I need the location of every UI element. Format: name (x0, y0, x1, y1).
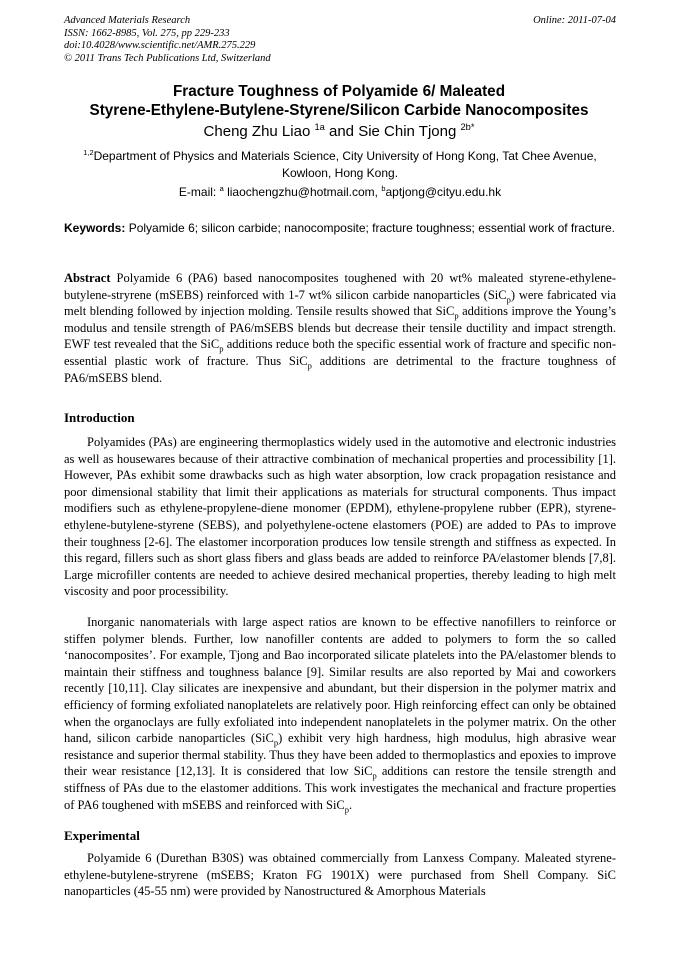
email-label: E-mail: (178, 185, 217, 199)
section-heading-introduction: Introduction (64, 410, 135, 425)
journal-header (64, 15, 616, 65)
paragraph-text: ) exhibit very high hardness, high modulus, high abrasive wear resistance and superior thermal stability. Thus they have been added to thermoplastics and epoxies to improve their wear resistance [12,13]. It is considered that low SiC (64, 731, 616, 779)
email-line (64, 184, 616, 201)
experimental-paragraph-1: Polyamide 6 (Durethan B30S) was obtained commercially from Lanxess Company. Maleated styrene-ethylene-butylene-stryrene (mSEBS; Kraton FG 1901X) were purchased from Shell Company. SiC nanoparticles (45-55 nm) were provided by Nanostructured & Amorphous Materials (64, 851, 616, 899)
title-line-2: Styrene-Ethylene-Butylene-Styrene/Silicon Carbide Nanocomposites (89, 102, 589, 119)
email-b-mark: b (381, 184, 386, 193)
keywords-text: Polyamide 6; silicon carbide; nanocomposite; fracture toughness; essential work of fracture. (128, 221, 615, 235)
subscript-p: p (454, 310, 459, 321)
subscript-p: p (307, 360, 312, 371)
author-2-mark: 2b* (460, 122, 475, 132)
paragraph-text: additions can restore the tensile strength and stiffness of PAs due to the elastomer additions. This work investigates the mechanical and fracture properties of PA6 toughened with mSEBS and reinforced with SiC (64, 764, 617, 812)
intro-paragraph-2 (64, 614, 616, 813)
paragraph-text: . (349, 797, 353, 812)
abstract (64, 270, 616, 386)
subscript-p: p (344, 804, 350, 815)
author-2: Sie Chin Tjong (358, 123, 457, 140)
abstract-label: Abstract (64, 271, 111, 285)
author-conjunction: and (328, 123, 355, 140)
journal-name: Advanced Materials Research (64, 15, 191, 26)
subscript-p: p (219, 343, 224, 354)
abstract-text: Polyamide 6 (PA6) based nanocomposites toughened with 20 wt% maleated styrene-ethylene-butylene-stryrene (mSEBS) reinforced with 1-7 wt% silicon carbide nanoparticles (SiC (64, 271, 616, 302)
paper-title (30, 82, 648, 120)
paragraph-text: Inorganic nanomaterials with large aspect ratios are known to be effective nanofillers to reinforce or stiffen polymer blends. Further, low nanofiller contents are added to polymers to form the so called ‘nanocomposites’. For example, Tjong and Bao incorporated silicate platelets into the PA/elastomer blends to maintain their stiffness and toughness balance [9]. Similar results are also reported by Mai and coworkers recently [10,11]. Clay silicates are inexpensive and abundant, but their dispersion in the polymer matrix and efficiency of forming exfoliated nanoplatelets are relatively poor. High reinforcing effect can only be obtained when the organoclays are fully exfoliated into independent nanoplatelets in the polymer matrix. On the other hand, silicon carbide nanoparticles (SiC (64, 615, 616, 746)
affiliation-mark: 1,2 (83, 148, 94, 157)
subscript-p: p (273, 737, 279, 748)
affiliation-line-1: Department of Physics and Materials Science, City University of Hong Kong, Tat Chee Avenue, (93, 149, 597, 163)
online-date: Online: 2011-07-04 (533, 15, 616, 26)
abstract-text: ) were fabricated via melt blending followed by injection molding. Tensile results showed that SiC (64, 287, 617, 319)
subscript-p: p (506, 294, 511, 305)
abstract-text: additions improve the Young’s modulus and tensile strength of PA6/mSEBS blends but decrease their tensile ductility and impact strength. EWF test revealed that the SiC (64, 304, 616, 352)
affiliation-line-2: Kowloon, Hong Kong. (281, 166, 399, 180)
keywords (64, 220, 616, 237)
journal-copyright: © 2011 Trans Tech Publications Ltd, Switzerland (64, 52, 271, 64)
author-1-mark: 1a (314, 122, 325, 132)
title-line-1: Fracture Toughness of Polyamide 6/ Maleated (172, 83, 506, 100)
section-heading-experimental: Experimental (64, 828, 140, 843)
journal-doi: doi:10.4028/www.scientific.net/AMR.275.229 (64, 40, 256, 51)
email-a[interactable]: liaochengzhu@hotmail.com, (227, 185, 379, 199)
abstract-text: additions are detrimental to the fracture toughness of PA6/mSEBS blend. (64, 353, 616, 385)
abstract-text: additions reduce both the specific essential work of fracture and specific non-essential plastic work of fracture. Thus SiC (64, 337, 617, 368)
subscript-p: p (372, 770, 377, 781)
keywords-label: Keywords: (64, 221, 126, 235)
email-a-mark: a (219, 184, 224, 193)
author-1: Cheng Zhu Liao (203, 123, 311, 140)
journal-issn: ISSN: 1662-8985, Vol. 275, pp 229-233 (64, 27, 230, 39)
affiliation (64, 148, 616, 182)
email-b[interactable]: aptjong@cityu.edu.hk (385, 185, 502, 199)
intro-paragraph-1: Polyamides (PAs) are engineering thermoplastics widely used in the automotive and electronic industries as well as housewares because of their attractive combination of mechanical properties and processibility [1]. However, PAs exhibit some drawbacks such as high water absorption, low crack propagation resistance and poor dimensional stability that limit their applications as materials for structural components. Thus impact modifiers such as ethylene-propylene-diene monomer (EPDM), ethylene-propylene rubber (EPR), styrene-ethylene-butylene-styrene (SEBS), and polyethylene-octene elastomers (POE) are added to PAs to improve their toughness [2-6]. The elastomer incorporation produces low tensile strength and stiffness as expected. In this regard, fillers such as short glass fibers and glass beads are added to reinforce PA/elastomer blends [7,8]. Large microfiller contents are needed to achieve desired mechanical properties, thereby leading to high melt viscosity and poor processibility. (64, 435, 616, 599)
author-list (30, 122, 648, 142)
